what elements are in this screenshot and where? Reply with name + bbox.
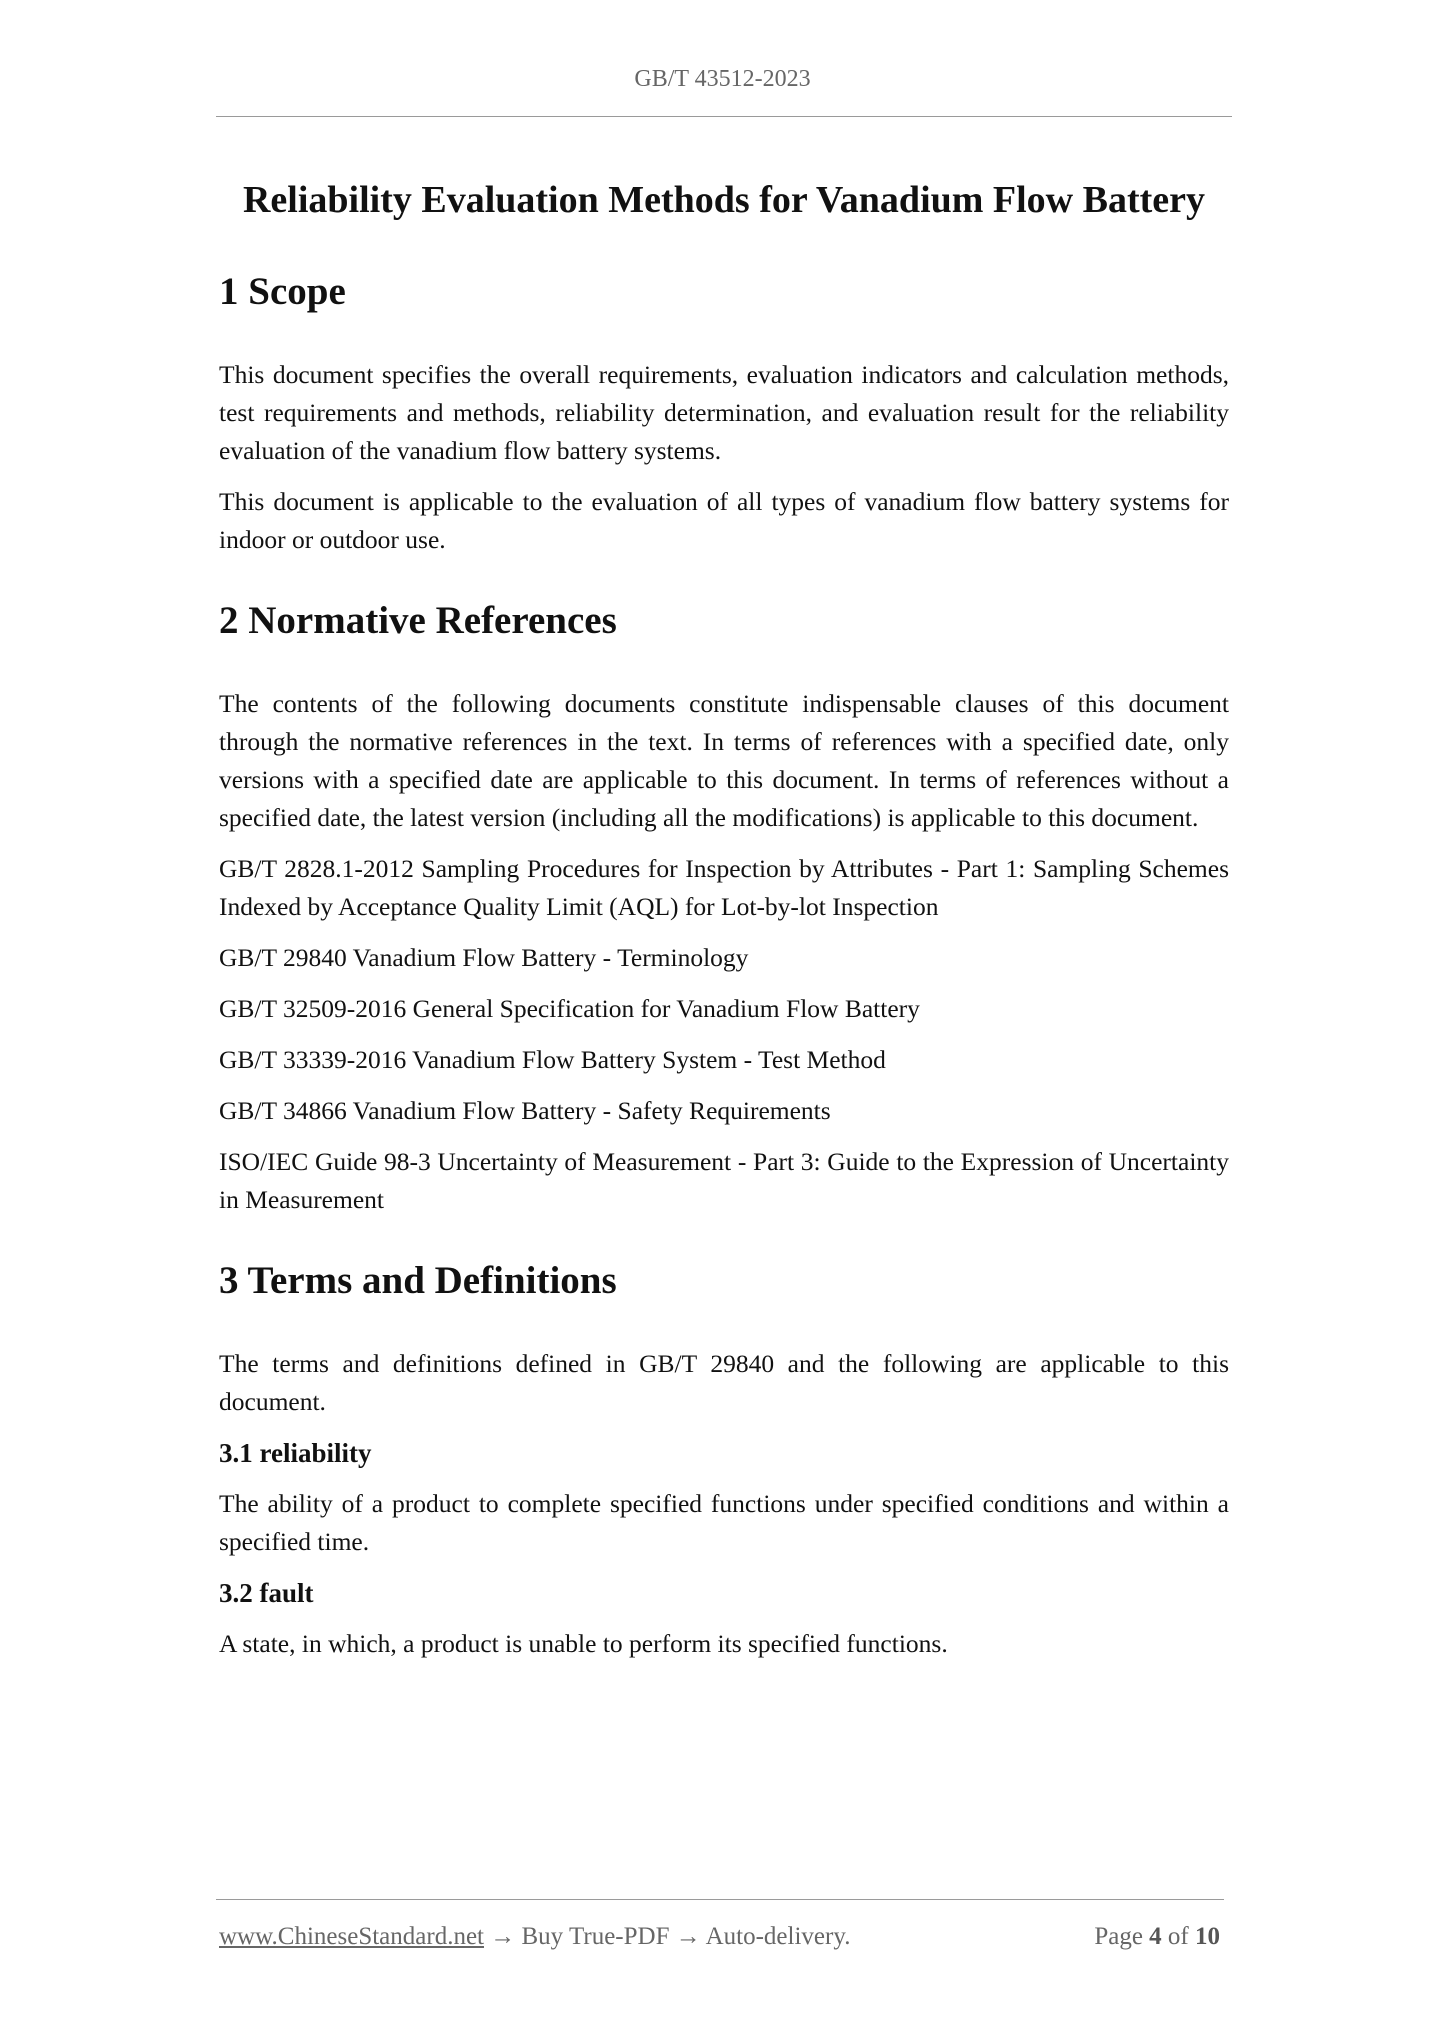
- term-definition: The ability of a product to complete specified functions under specified conditions and within a specified time.: [219, 1489, 1229, 1556]
- page-label: Page: [1094, 1923, 1143, 1950]
- paragraph: This document is applicable to the evaluation of all types of vanadium flow battery systems for indoor or outdoor use.: [219, 487, 1229, 554]
- term-definition: A state, in which, a product is unable to perform its specified functions.: [219, 1629, 948, 1658]
- paragraph: This document specifies the overall requirements, evaluation indicators and calculation methods, test requirements and methods, reliability determination, and evaluation result for the reliability evaluation of the vanadium flow battery systems.: [219, 360, 1229, 465]
- total-page-number: 10: [1195, 1923, 1220, 1950]
- page-indicator: [1094, 1920, 1220, 1954]
- paragraph: The contents of the following documents constitute indispensable clauses of this document through the normative references in the text. In terms of references with a specified date, only versions with a specified date are applicable to this document. In terms of references without a specified date, the latest version (including all the modifications) is applicable to this document.: [219, 689, 1229, 832]
- reference-item: GB/T 32509-2016 General Specification for Vanadium Flow Battery: [219, 994, 920, 1023]
- reference-item: GB/T 34866 Vanadium Flow Battery - Safety Requirements: [219, 1096, 831, 1125]
- section-heading-terms-definitions: 3 Terms and Definitions: [219, 1259, 617, 1302]
- section-heading-scope: 1 Scope: [219, 270, 346, 313]
- buy-true-pdf-text: Buy True-PDF: [521, 1923, 670, 1950]
- section-heading-normative-references: 2 Normative References: [219, 599, 617, 642]
- of-label: of: [1167, 1923, 1189, 1950]
- arrow-right-icon: →: [675, 1923, 701, 1950]
- paragraph: The terms and definitions defined in GB/T 29840 and the following are applicable to this document.: [219, 1349, 1229, 1416]
- term-heading-reliability: 3.1 reliability: [219, 1438, 372, 1468]
- footer-promo: [219, 1920, 850, 1954]
- document-title: Reliability Evaluation Methods for Vanadium Flow Battery: [242, 179, 1206, 221]
- current-page-number: 4: [1149, 1923, 1162, 1950]
- footer-divider: [216, 1899, 1224, 1900]
- reference-item: GB/T 33339-2016 Vanadium Flow Battery System - Test Method: [219, 1045, 886, 1074]
- term-heading-fault: 3.2 fault: [219, 1578, 314, 1608]
- header-doc-code: GB/T 43512-2023: [634, 66, 811, 92]
- arrow-right-icon: →: [490, 1923, 516, 1950]
- site-link[interactable]: www.ChineseStandard.net: [219, 1923, 484, 1950]
- header-divider: [216, 116, 1232, 117]
- document-body: [219, 170, 1229, 1663]
- auto-delivery-text: Auto-delivery.: [705, 1923, 851, 1950]
- reference-item: GB/T 29840 Vanadium Flow Battery - Terminology: [219, 943, 749, 972]
- reference-item: ISO/IEC Guide 98-3 Uncertainty of Measurement - Part 3: Guide to the Expression of Uncertainty in Measurement: [219, 1147, 1229, 1214]
- reference-item: GB/T 2828.1-2012 Sampling Procedures for Inspection by Attributes - Part 1: Sampling Schemes Indexed by Acceptance Quality Limit (AQL) for Lot-by-lot Inspection: [219, 854, 1229, 921]
